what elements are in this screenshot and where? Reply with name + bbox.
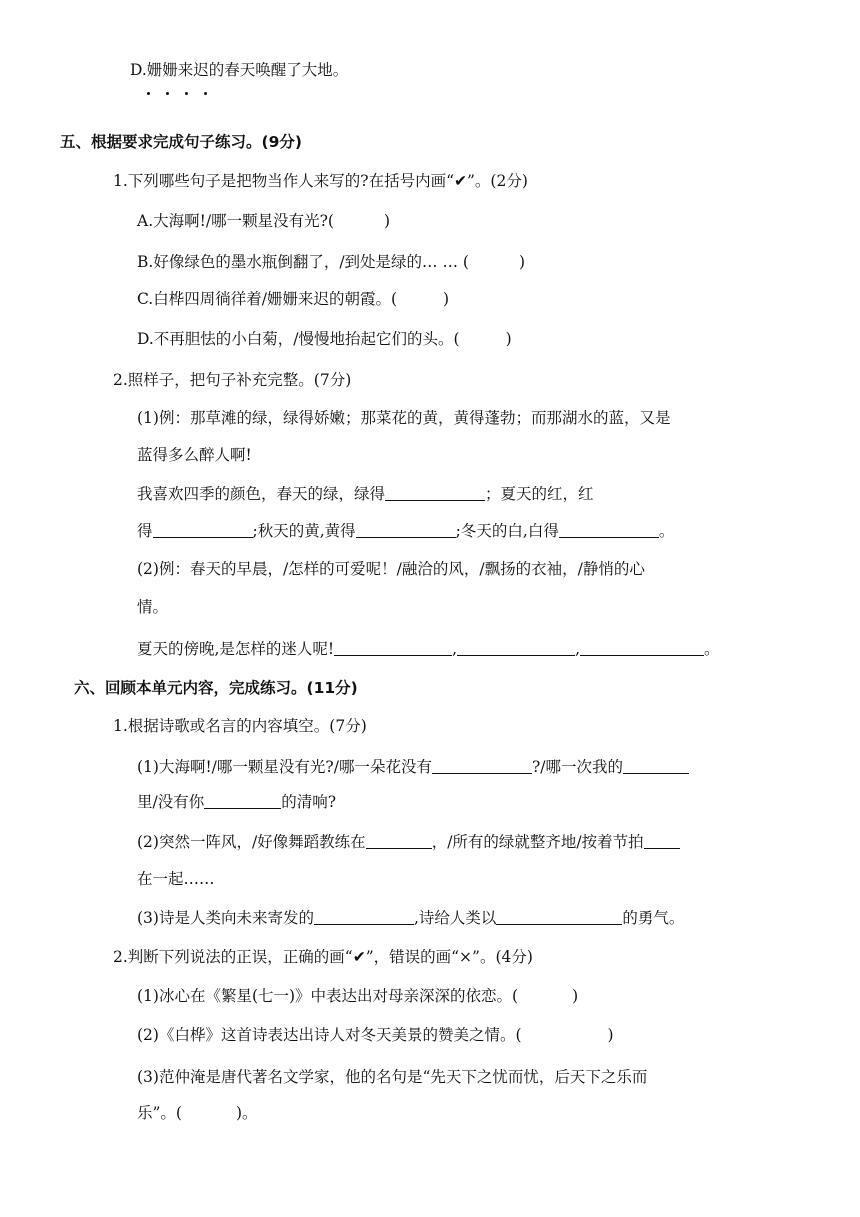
blank[interactable] [457,639,575,656]
s5-q2-fill-line2: 得 ;秋天的黄,黄得 ;冬天的白,白得 。 [137,522,675,540]
s5-q2-stem: 2.照样子，把句子补充完整。(7分) [113,371,352,389]
s5-q2-example1-line2: 蓝得多么醉人啊! [137,446,252,464]
option-d-prev: D.姗姗来迟的春天唤醒了大地。 [130,61,349,79]
section-5-heading: 五、根据要求完成句子练习。(9分) [60,133,302,151]
blank[interactable] [334,639,452,656]
s5-q1-option-d: D.不再胆怯的小白菊，/慢慢地抬起它们的头。( ) [137,330,512,348]
s5-q1-option-b: B.好像绿色的墨水瓶倒翻了，/到处是绿的… … ( ) [137,253,526,271]
emphasis-dots [147,80,223,99]
s6-q1-stem: 1.根据诗歌或名言的内容填空。(7分) [113,717,367,735]
s6-q2-judge-1: (1)冰心在《繁星(七一)》中表达出对母亲深深的依恋。( ) [137,987,579,1005]
blank[interactable] [204,792,281,809]
blank[interactable] [314,908,414,925]
s6-q1-poem2-line1: (2)突然一阵风，/好像舞蹈教练在 ，/所有的绿就整齐地/按着节拍 [137,831,680,853]
blank[interactable] [356,521,456,538]
s6-q1-quote-line: (3)诗是人类向未来寄发的 ,诗给人类以 的勇气。 [137,909,685,927]
s6-q2-stem: 2.判断下列说法的正误，正确的画“✔”，错误的画“×”。(4分) [113,948,533,966]
s5-q2-fill-line3: 夏天的傍晚,是怎样的迷人呢! , , 。 [137,640,720,658]
s6-q2-judge-3-line2: 乐”。( )。 [137,1104,258,1122]
s5-q1-stem: 1.下列哪些句子是把物当作人来写的?在括号内画“✔”。(2分) [113,172,528,190]
s5-q1-option-c: C.白桦四周徜徉着/姗姗来迟的朝霞。( ) [137,290,450,308]
blank[interactable] [644,832,680,849]
s5-q2-example1-line1: (1)例：那草滩的绿，绿得娇嫩；那菜花的黄，黄得蓬勃；而那湖水的蓝，又是 [137,409,671,427]
blank[interactable] [580,639,704,656]
s6-q1-poem2-line2: 在一起…… [137,870,215,888]
s5-q1-option-a: A.大海啊!/哪一颗星没有光?( ) [137,212,390,230]
blank[interactable] [432,757,532,774]
s6-q1-poem1-line1: (1)大海啊!/哪一颗星没有光?/哪一朵花没有 ?/哪一次我的 [137,756,689,778]
s6-q2-judge-2: (2)《白桦》这首诗表达出诗人对冬天美景的赞美之情。( ) [137,1026,614,1044]
blank[interactable] [496,908,622,925]
s5-q2-example2-line2: 情。 [137,598,169,616]
blank[interactable] [153,521,253,538]
blank[interactable] [559,521,659,538]
blank[interactable] [366,832,432,849]
s5-q2-example2-line1: (2)例：春天的早晨，/怎样的可爱呢！/融洽的风，/飘扬的衣袖，/静悄的心 [137,560,645,578]
s6-q1-poem1-line2: 里/没有你 的清响? [137,793,337,811]
blank[interactable] [623,757,689,774]
blank[interactable] [385,484,485,501]
section-6-heading: 六、回顾本单元内容，完成练习。(11分) [74,679,358,697]
s5-q2-fill-line1: 我喜欢四季的颜色，春天的绿，绿得 ；夏天的红，红 [137,485,594,503]
s6-q2-judge-3-line1: (3)范仲淹是唐代著名文学家，他的名句是“先天下之忧而忧，后天下之乐而 [137,1068,648,1086]
